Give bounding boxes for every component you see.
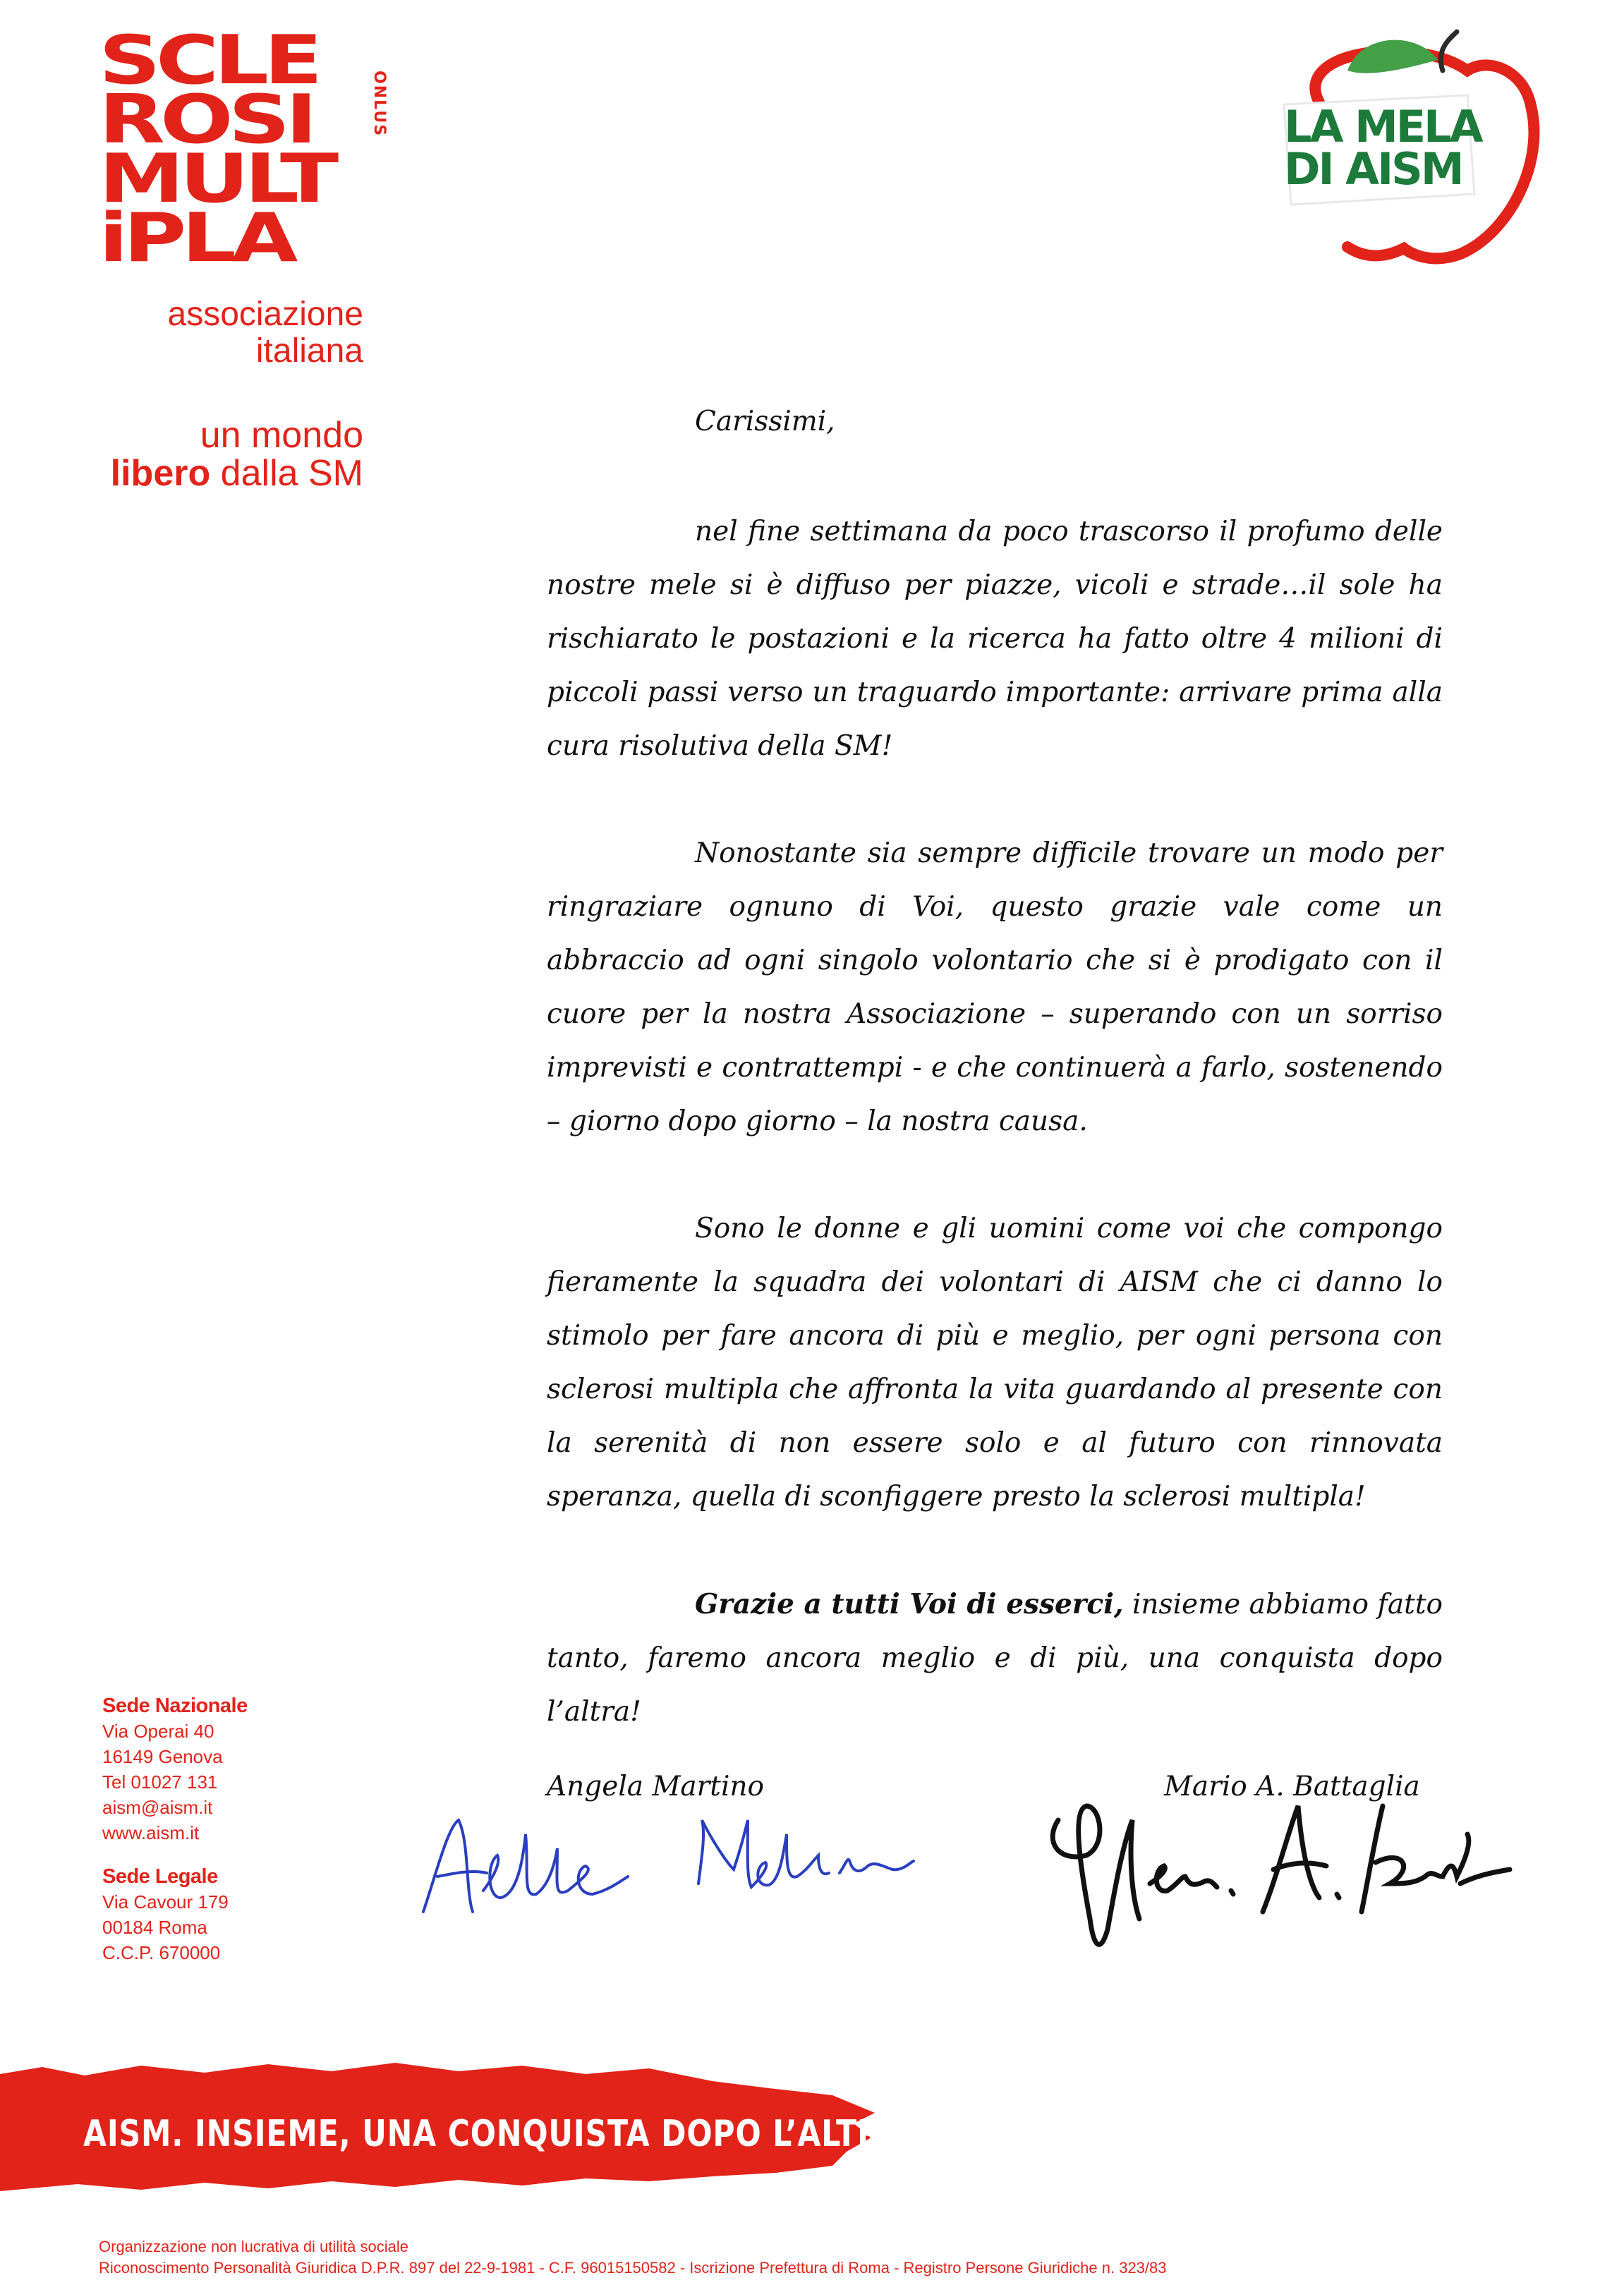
tagline-rest: dalla SM: [210, 453, 363, 494]
logo-association: [99, 296, 363, 370]
paragraph-1-text: nel fine settimana da poco trascorso il profumo delle nostre mele si è diffuso per piazze, vicoli e strade…il sole ha rischiarato le postazioni e la ricerca ha fatto oltre 4 milioni di piccoli passi verso un traguardo importante: arrivare prima alla cura risolutiva della SM!: [547, 516, 1443, 762]
tagline-line2: [99, 454, 363, 492]
signatory-left-name: Angela Martino: [547, 1771, 765, 1802]
national-line-4: aism@aism.it: [102, 1797, 213, 1818]
national-line-3: Tel 01027 131: [102, 1771, 218, 1793]
logo-association-line1: associazione: [167, 296, 363, 333]
legal-line-1: Via Cavour 179: [102, 1891, 229, 1913]
letter-paragraph-3: [547, 1202, 1443, 1524]
letter-paragraph-1: [547, 505, 1443, 773]
footer-legal: [99, 2236, 1298, 2279]
paragraph-4-text: insieme abbiamo fatto tanto, faremo ancora meglio e di più, una conquista dopo l’altra!: [547, 1589, 1443, 1728]
logo-association-line2: italiana: [255, 332, 363, 370]
logo-line-1: SCLE: [99, 20, 318, 99]
footer-line-2: Riconoscimento Personalità Giuridica D.P.R. 897 del 22-9-1981 - C.F. 96015150582 - Iscrizione Prefettura di Roma - Registro Persone Giuridiche n. 323/83: [99, 2259, 1167, 2277]
banner-slogan: AISM. INSIEME, UNA CONQUISTA DOPO L’ALTRA: [83, 2113, 905, 2155]
letter-body: [547, 395, 1443, 1793]
logo-line-4: iPLA: [99, 198, 293, 277]
aism-logo: [99, 20, 395, 494]
paragraph-3-text: Sono le donne e gli uomini come voi che compongo fieramente la squadra dei volontari di AISM che ci danno lo stimolo per fare ancora di più e meglio, per ogni persona con sclerosi multipla che affronta la vita guardando al presente con la serenità di non essere solo e al futuro con rinnovata speranza, quella di sconfiggere presto la sclerosi multipla!: [547, 1213, 1443, 1513]
legal-office-title: Sede Legale: [102, 1865, 218, 1888]
signature-angela-martino: [416, 1806, 981, 1926]
letter-paragraph-4: [547, 1577, 1443, 1739]
national-line-2: 16149 Genova: [102, 1746, 223, 1767]
legal-line-2: 00184 Roma: [102, 1917, 207, 1938]
letter-greeting: Carissimi,: [695, 406, 835, 437]
legal-line-3: C.C.P. 670000: [102, 1942, 221, 1963]
logo-onlus: ONLUS: [370, 71, 388, 138]
signature-mario-battaglia: [1044, 1778, 1524, 1961]
paragraph-4-bold: Grazie a tutti Voi di esserci,: [695, 1588, 1124, 1620]
national-line-1: Via Operai 40: [102, 1721, 214, 1742]
la-mela-logo: [1256, 28, 1552, 268]
national-line-5: www.aism.it: [102, 1822, 200, 1843]
national-office-title: Sede Nazionale: [102, 1695, 248, 1717]
la-mela-line1: LA MELA: [1284, 101, 1481, 152]
address-column: [102, 1693, 314, 1965]
logo-tagline: [99, 416, 363, 492]
letter-paragraph-2: [547, 827, 1443, 1148]
la-mela-text: [1284, 101, 1496, 195]
footer-line-1: Organizzazione non lucrativa di utilità sociale: [99, 2238, 409, 2255]
logo-line-2: ROSI: [99, 80, 313, 159]
logo-line-3: MULT: [99, 139, 334, 218]
tagline-bold: libero: [110, 453, 211, 494]
tagline-line1: un mondo: [200, 415, 363, 456]
paragraph-2-text: Nonostante sia sempre difficile trovare un modo per ringraziare ognuno di Voi, questo grazie vale come un abbraccio ad ogni singolo volontario che si è prodigato con il cuore per la nostra Associazione – superando con un sorriso imprevisti e contrattempi - e che continuerà a farlo, sostenendo – giorno dopo giorno – la nostra causa.: [547, 837, 1443, 1137]
la-mela-line2: DI AISM: [1284, 143, 1462, 195]
signatory-right-name: Mario A. Battaglia: [1164, 1771, 1420, 1802]
